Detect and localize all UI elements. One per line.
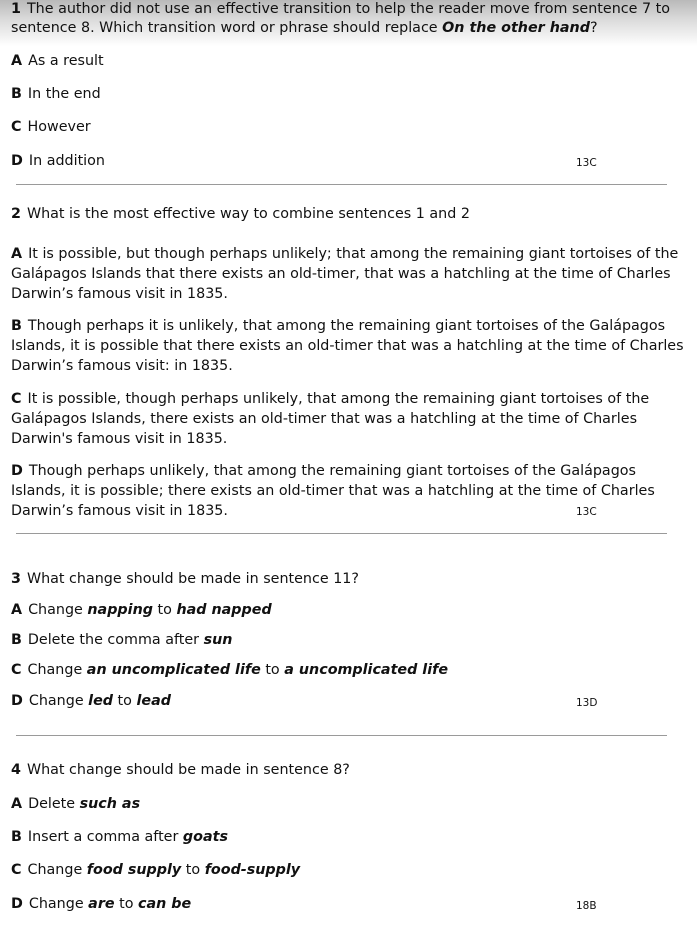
q1-standard-code: 13C <box>576 157 597 169</box>
q1-option-b[interactable]: B In the end <box>11 86 101 102</box>
q2-option-d[interactable]: D Though perhaps unlikely, that among the remaining giant tortoises of the Galápagos Islands, it is possible; there exists an old-timer that was a hatchling at the time of Charles Darwin’s famous visit in 1835. <box>11 463 655 519</box>
q4-option-d[interactable]: D Change are to can be <box>11 896 192 912</box>
q4-option-b[interactable]: B Insert a comma after goats <box>11 829 228 845</box>
question-number: 3 <box>11 571 21 587</box>
q4-option-c[interactable]: C Change food supply to food-supply <box>11 862 301 878</box>
divider <box>16 184 667 185</box>
divider <box>16 533 667 534</box>
question-number: 1 <box>11 1 21 17</box>
q4-standard-code: 18B <box>576 900 597 912</box>
emphasized-phrase: On the other hand <box>442 20 590 36</box>
question-4-stem: 4 What change should be made in sentence 8? <box>11 762 350 778</box>
divider <box>16 735 667 736</box>
q3-option-a[interactable]: A Change napping to had napped <box>11 602 272 618</box>
q1-option-c[interactable]: C However <box>11 119 91 135</box>
q2-standard-code: 13C <box>576 506 597 518</box>
q4-option-a[interactable]: A Delete such as <box>11 796 141 812</box>
q3-standard-code: 13D <box>576 697 598 709</box>
q2-option-c[interactable]: C It is possible, though perhaps unlikely, that among the remaining giant tortoises of the Galápagos Islands, there exists an old-timer that was a hatchling at the time of Charles Darwin's famous visit in 1835. <box>11 391 650 447</box>
q3-option-b[interactable]: B Delete the comma after sun <box>11 632 233 648</box>
q2-option-a[interactable]: A It is possible, but though perhaps unlikely; that among the remaining giant tortoises of the Galápagos Islands that there exists an old-timer, that was a hatchling at the time of Charles Darwin’s famous visit in 1835. <box>11 246 679 302</box>
question-number: 2 <box>11 206 21 222</box>
question-3-stem: 3 What change should be made in sentence 11? <box>11 571 359 587</box>
q1-option-d[interactable]: D In addition <box>11 153 105 169</box>
q3-option-d[interactable]: D Change led to lead <box>11 693 171 709</box>
question-number: 4 <box>11 762 21 778</box>
q3-option-c[interactable]: C Change an uncomplicated life to a uncomplicated life <box>11 662 449 678</box>
question-2-stem: 2 What is the most effective way to combine sentences 1 and 2 <box>11 206 470 222</box>
q2-option-b[interactable]: B Though perhaps it is unlikely, that among the remaining giant tortoises of the Galápagos Islands, it is possible that there exists an old-timer that was a hatchling at the time of Charles Darwin’s famous visit: in 1835. <box>11 318 684 374</box>
q1-option-a[interactable]: A As a result <box>11 53 104 69</box>
question-1-stem: 1 The author did not use an effective transition to help the reader move from sentence 7 to sentence 8. Which transition word or phrase should replace On the other hand? <box>11 1 670 36</box>
